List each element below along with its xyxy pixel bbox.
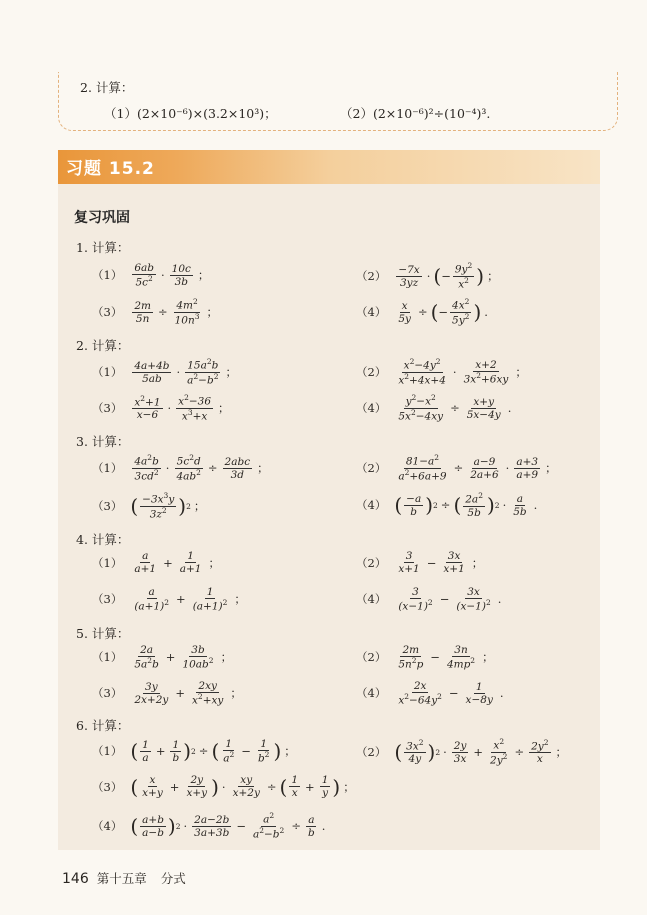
q2-part4: （4） $\frac{y^2-x^2}{5x^2-4xy}$ ÷ $\frac{x+y}{5x-4y}$ . xyxy=(356,393,512,423)
q6-part2: （2） ( $\frac{3x^2}{4y}$ ) 2 · $\frac{2y}{3x}$ + $\frac{x^2}{2y^2}$ ÷ $\frac{2y^2}{x}$ ； xyxy=(356,737,567,767)
page-number: 146 xyxy=(62,871,89,887)
q2-part2: （2） $\frac{x^2-4y^2}{x^2+4x+4}$ · $\frac{x+2}{3x^2+6xy}$ ； xyxy=(356,357,527,387)
q6-part1: （1） ( $\frac{1}{a}$ + $\frac{1}{b}$ ) 2 ÷ ( $\frac{1}{a^2}$ − $\frac{1}{b^2}$ ) ； xyxy=(92,738,296,765)
top-exercise-label: 2. 计算： xyxy=(80,80,134,95)
q4-part3: （3） $\frac{a}{(a+1)^2}$ + $\frac{1}{(a+1)^2}$ ； xyxy=(92,586,246,613)
top-exercise-part1: （1）(2×10⁻⁶)×(3.2×10³)； xyxy=(104,106,277,121)
q2-part1: （1） $\frac{4a+4b}{5ab}$ · $\frac{15a^2b}{a^2-b^2}$ ； xyxy=(92,357,237,387)
q5-part2: （2） $\frac{2m}{5n^2p}$ − $\frac{3n}{4mp^2}$ ； xyxy=(356,644,494,671)
chapter-label: 第十五章 xyxy=(96,871,147,886)
q1-part1: （1） $\frac{6ab}{5c^2}$ · $\frac{10c}{3b}$ ； xyxy=(92,262,210,289)
q4-part2: （2） $\frac{3}{x+1}$ − $\frac{3x}{x+1}$ ； xyxy=(356,550,484,576)
question-5: 5. 计算： xyxy=(76,626,130,641)
q3-part2: （2） $\frac{81-a^2}{a^2+6a+9}$ ÷ $\frac{a-9}{2a+6}$ · $\frac{a+3}{a+9}$ ； xyxy=(356,453,557,483)
q4-part1: （1） $\frac{a}{a+1}$ + $\frac{1}{a+1}$ ； xyxy=(92,550,220,576)
q4-part4: （4） $\frac{3}{(x-1)^2}$ − $\frac{3x}{(x-1)^2}$ . xyxy=(356,586,502,613)
question-2: 2. 计算： xyxy=(76,338,130,353)
q3-part1: （1） $\frac{4a^2b}{3cd^2}$ · $\frac{5c^2d}{4ab^2}$ ÷ $\frac{\text{2abc}}{3d}$ ； xyxy=(92,453,269,483)
q1-part3: （3） $\frac{2m}{5n}$ ÷ $\frac{4m^2}{10n^3}$ ； xyxy=(92,297,219,327)
q6-part3: （3） ( $\frac{x}{x+y}$ + $\frac{2y}{x+y}$ ) · $\frac{xy}{x+2y}$ ÷ ( $\frac{1}{x}$ + $\frac{1}{y}$ ) ； xyxy=(92,774,355,800)
q3-part4: （4） ( $\frac{-a}{b}$ ) 2 ÷ ( $\frac{2a^2}{5b}$ ) 2 · $\frac{a}{5b}$ . xyxy=(356,491,538,519)
q1-part2: （2） $\frac{-7x}{3yz}$ · ( − $\frac{9y^2}{x^2}$ ) ； xyxy=(356,261,499,291)
chapter-name: 分式 xyxy=(160,871,186,886)
q6-part4: （4） ( $\frac{a+b}{a-b}$ ) 2 · $\frac{2a-2b}{3a+3b}$ − $\frac{a^2}{a^2-b^2}$ ÷ $\frac{a}{b}$ . xyxy=(92,811,326,841)
question-6: 6. 计算： xyxy=(76,718,130,733)
example-box xyxy=(58,72,618,131)
q5-part3: （3） $\frac{3y}{2x+2y}$ + $\frac{2xy}{x^2+xy}$ ； xyxy=(92,680,242,707)
page-footer xyxy=(62,869,186,887)
q2-part3: （3） $\frac{x^2+1}{x-6}$ · $\frac{x^2-36}{x^3+x}$ ； xyxy=(92,393,230,423)
question-3: 3. 计算： xyxy=(76,434,130,449)
q5-part4: （4） $\frac{2x}{x^2-64y^2}$ − $\frac{1}{x-8y}$ . xyxy=(356,680,504,707)
exercise-header-bar xyxy=(58,150,600,184)
top-exercise-part2: （2）(2×10⁻⁶)²÷(10⁻⁴)³. xyxy=(340,106,491,121)
exercise-title: 习题 15.2 xyxy=(66,159,155,179)
q3-part3: （3） ( $\frac{-3x^3y}{3z^2}$ ) 2 ； xyxy=(92,491,206,521)
question-4: 4. 计算： xyxy=(76,532,130,547)
q5-part1: （1） $\frac{2a}{5a^2b}$ + $\frac{3b}{10ab^2}$ ； xyxy=(92,644,233,671)
q1-part4: （4） $\frac{x}{5y}$ ÷ ( − $\frac{4x^2}{5y^2}$ ) . xyxy=(356,297,488,327)
section-title: 复习巩固 xyxy=(74,210,130,226)
question-1: 1. 计算： xyxy=(76,240,130,255)
